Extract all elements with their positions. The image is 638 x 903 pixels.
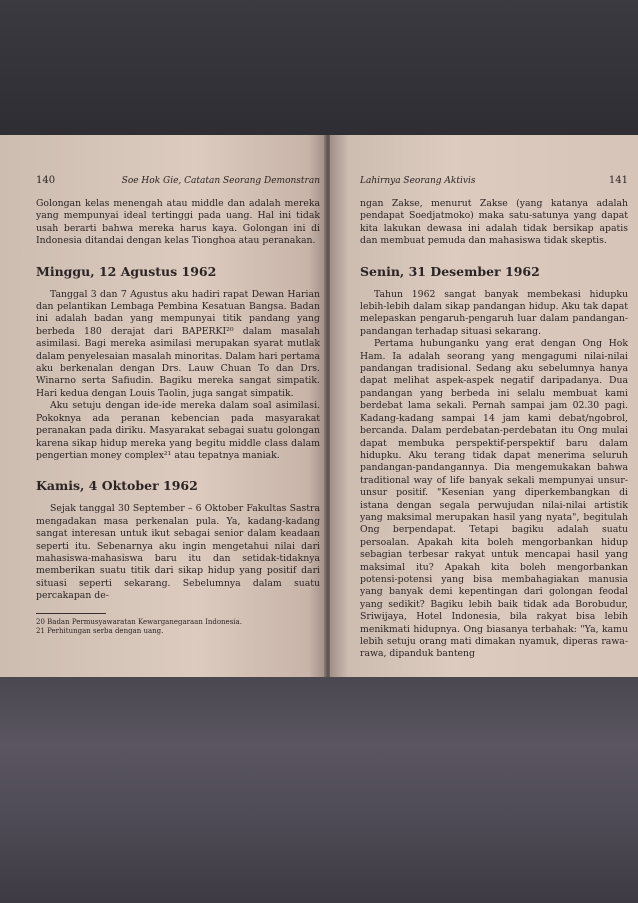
open-book	[0, 135, 638, 677]
footnote-rule	[36, 613, 106, 614]
footnote-21: 21 Perhitungan serba dengan uang.	[36, 626, 164, 635]
footnote-20: 20 Badan Permusyawaratan Kewarganegaraan Indonesia.	[36, 617, 242, 626]
entry-heading-12-agustus: Minggu, 12 Agustus 1962	[36, 263, 217, 279]
right-page	[330, 135, 638, 677]
entry-31-desember-para1: Tahun 1962 sangat banyak membekasi hidupku lebih-lebih dalam sikap pandangan hidup. Aku tak dapat melepaskan pengaruh-pengaruh luar dalam pandangan-pandangan terhadap situasi sekarang.	[360, 288, 628, 337]
entry-heading-4-oktober: Kamis, 4 Oktober 1962	[36, 478, 198, 494]
left-running-header	[36, 175, 320, 186]
right-intro-paragraph: ngan Zakse, menurut Zakse (yang katanya adalah pendapat Soedjatmoko) maka satu-satunya yang dapat kita lakukan dewasa ini adalah tidak bersikap apatis dan membuat pemuda dan mahasiswa tidak skeptis.	[360, 198, 628, 247]
entry-heading-31-desember: Senin, 31 Desember 1962	[360, 263, 540, 279]
left-page-number: 140	[36, 175, 56, 186]
right-running-head: Lahirnya Seorang Aktivis	[360, 176, 476, 186]
entry-31-desember-para2: Pertama hubunganku yang erat dengan Ong Hok Ham. Ia adalah seorang yang mengagumi nilai-nilai pandangan tradisional. Sedang aku sebelumnya hanya dapat melihat aspek-aspek negatif daripadanya. Dua pandangan yang berbeda ini selalu membuat kami berdebat lama sekali. Pernah sampai jam 02.30 pagi. Kadang-kadang sampai 14 jam kami debat/ngobrol, bercanda. Dalam perdebatan-perdebatan itu Ong mulai dapat membuka perspektif-perspektif baru dalam hidupku. Aku terang tidak dapat menerima seluruh pandangan-pandangannya. Dia mengemukakan bahwa traditional way of life banyak sekali mempunyai unsur-unsur positif. "Kesenian yang diperkembangkan di istana dengan segala perwujudan nilai-nilai artistik yang maksimal merupakan hasil yang nyata", begitulah Ong berpendapat. Tetapi bagiku adalah suatu persoalan. Apakah kita boleh mengorbankan hidup sebagian terbesar rakyat untuk mencapai hasil yang maksimal itu? Apakah kita boleh mengorbankan potensi-potensi yang bisa membahagiakan manusia yang banyak demi kepentingan dari golongan feodal yang sedikit? Bagiku lebih baik tidak ada Borobudur, Sriwijaya, Hotel Indonesia, bila rakyat bisa lebih menikmati hidupnya. Ong biasanya terbahak: "Ya, kamu lebih setuju orang mati dimakan nyamuk, diperas rawa-rawa, dipanduk banteng	[360, 338, 628, 660]
left-page	[0, 135, 328, 677]
entry-4-oktober-para1: Sejak tanggal 30 September – 6 Oktober Fakultas Sastra mengadakan masa perkenalan pula. Ya, kadang-kadang sangat interesan untuk ikut sebagai senior dalam keadaan seperti itu. Sebenarnya aku ingin mengetahui nilai dari mahasiswa-mahasiswa baru itu dan setidak-tidaknya memberikan suatu titik dari sikap hidup yang positif dari situasi seperti sekarang. Sebelumnya dalam suatu percakapan de-	[36, 503, 320, 602]
left-intro-paragraph: Golongan kelas menengah atau middle dan adalah mereka yang mempunyai ideal tertinggi pada uang. Hal ini tidak usah berarti bahwa mereka harus kaya. Golongan ini di Indonesia ditandai dengan kelas Tionghoa atau peranakan.	[36, 198, 320, 247]
background-bottom	[0, 676, 638, 903]
left-running-head: Soe Hok Gie, Catatan Seorang Demonstran	[121, 176, 320, 186]
right-page-number: 141	[608, 175, 628, 186]
entry-12-agustus-para2: Aku setuju dengan ide-ide mereka dalam soal asimilasi. Pokoknya ada peranan kebencian pada masyarakat peranakan pada diriku. Masyarakat sebagai suatu golongan karena sikap hidup mereka yang begitu middle class dalam pengertian money complex²¹ atau tepatnya maniak.	[36, 400, 320, 461]
right-running-header	[360, 175, 628, 186]
entry-12-agustus-para1: Tanggal 3 dan 7 Agustus aku hadiri rapat Dewan Harian dan pelantikan Lembaga Pembina Kesatuan Bangsa. Badan ini adalah badan yang mempunyai titik pandang yang berbeda 180 derajat dari BAPERKI²⁰ dalam masalah asimilasi. Bagi mereka asimilasi merupakan syarat mutlak dalam penyelesaian masalah minoritas. Dalam hari pertama aku berkenalan dengan Drs. Lauw Chuan To dan Drs. Winarno serta Safiudin. Bagiku mereka sangat simpatik. Hari kedua dengan Louis Taolin, juga sangat simpatik.	[36, 288, 320, 399]
